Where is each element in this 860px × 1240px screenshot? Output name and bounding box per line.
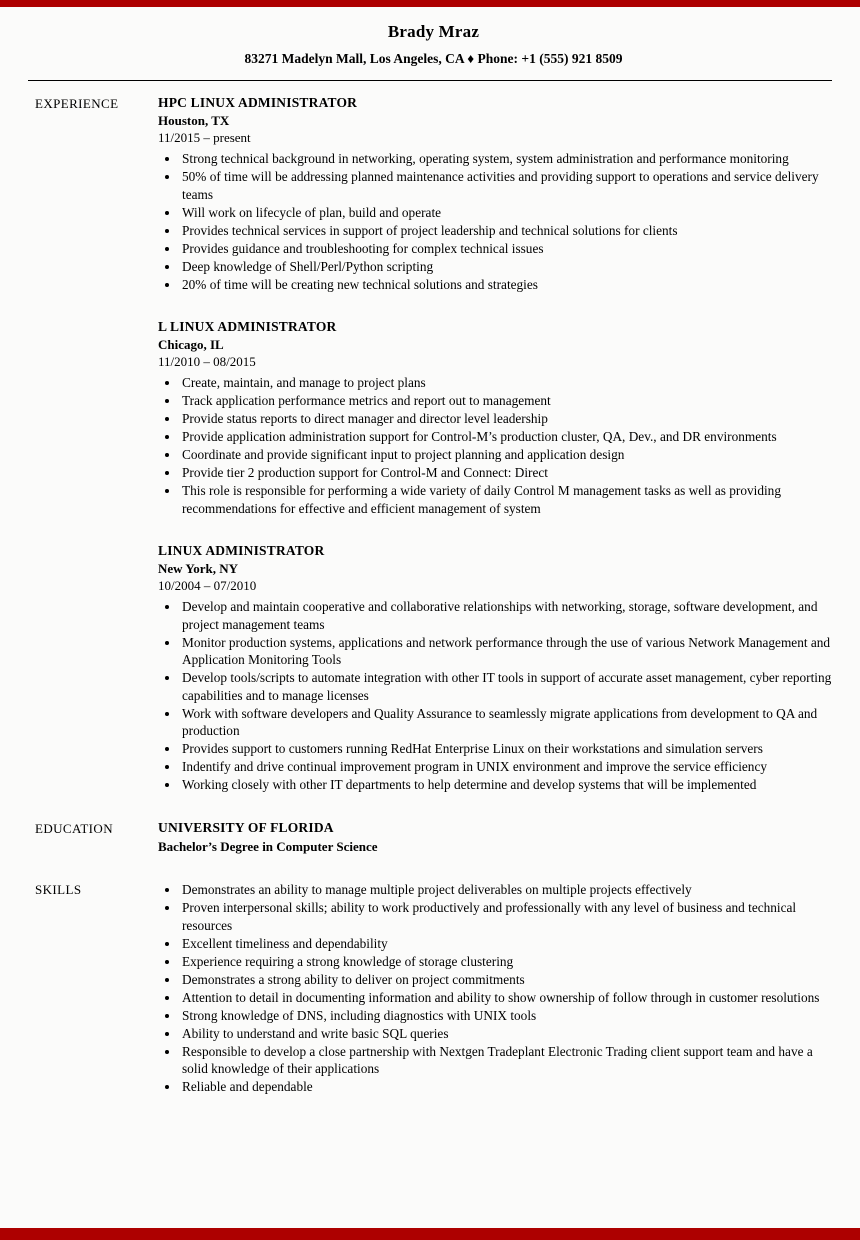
bullet: • 20% of time will be creating new technical solutions and strategies bbox=[180, 276, 832, 294]
job-title: HPC LINUX ADMINISTRATOR bbox=[158, 95, 358, 110]
bullet: • Work with software developers and Quality Assurance to seamlessly migrate applications from development to QA and production bbox=[180, 705, 832, 740]
bullet: • This role is responsible for performing a wide variety of daily Control M management tasks as well as providing recommendations for effective and efficient management of system bbox=[180, 482, 832, 517]
bullet: • Working closely with other IT departments to help determine and develop systems that will be implemented bbox=[180, 776, 832, 794]
bullet: • Attention to detail in documenting information and ability to show ownership of follow through in customer resolutions bbox=[180, 989, 832, 1007]
candidate-name: Brady Mraz bbox=[387, 22, 480, 41]
skills-label: SKILLS bbox=[35, 882, 82, 897]
education-label: EDUCATION bbox=[35, 821, 113, 836]
bullet: • Demonstrates an ability to manage multiple project deliverables on multiple projects effectively bbox=[180, 881, 832, 899]
job-bullet-list bbox=[158, 598, 832, 794]
contact-line: 83271 Madelyn Mall, Los Angeles, CA ♦ Phone: +1 (555) 921 8509 bbox=[244, 51, 623, 66]
header-divider bbox=[28, 80, 832, 81]
skills-content bbox=[158, 881, 832, 1096]
job-entry bbox=[158, 95, 832, 293]
bullet: • Ability to understand and write basic SQL queries bbox=[180, 1025, 832, 1043]
bullet: • Strong knowledge of DNS, including diagnostics with UNIX tools bbox=[180, 1007, 832, 1025]
bottom-border-bar bbox=[0, 1228, 860, 1240]
bullet: • Will work on lifecycle of plan, build and operate bbox=[180, 204, 832, 222]
bullet: • 50% of time will be addressing planned maintenance activities and providing support to operations and service delivery teams bbox=[180, 168, 832, 203]
job-dates: 10/2004 – 07/2010 bbox=[158, 578, 257, 593]
job-dates: 11/2015 – present bbox=[158, 130, 251, 145]
job-entry bbox=[158, 543, 832, 794]
bullet: • Deep knowledge of Shell/Perl/Python scripting bbox=[180, 258, 832, 276]
bullet: • Create, maintain, and manage to project plans bbox=[180, 374, 832, 392]
education-section bbox=[35, 820, 832, 855]
top-border-bar bbox=[0, 0, 860, 7]
bullet: • Excellent timeliness and dependability bbox=[180, 935, 832, 953]
school-name: UNIVERSITY OF FLORIDA bbox=[158, 820, 334, 835]
bullet: • Responsible to develop a close partnership with Nextgen Tradeplant Electronic Trading client support team and have a solid knowledge of their applications bbox=[180, 1043, 832, 1078]
bullet: • Indentify and drive continual improvement program in UNIX environment and improve the service efficiency bbox=[180, 758, 832, 776]
bullet: • Provide status reports to direct manager and director level leadership bbox=[180, 410, 832, 428]
bullet: • Strong technical background in networking, operating system, system administration and performance monitoring bbox=[180, 150, 832, 168]
job-dates: 11/2010 – 08/2015 bbox=[158, 354, 256, 369]
job-location: New York, NY bbox=[158, 561, 239, 576]
bullet: • Develop and maintain cooperative and collaborative relationships with networking, storage, software development, and project management teams bbox=[180, 598, 832, 633]
experience-section bbox=[35, 95, 832, 794]
bullet: • Provides support to customers running RedHat Enterprise Linux on their workstations and simulation servers bbox=[180, 740, 832, 758]
bullet: • Provide application administration support for Control-M’s production cluster, QA, Dev., and DR environments bbox=[180, 428, 832, 446]
bullet: • Provides guidance and troubleshooting for complex technical issues bbox=[180, 240, 832, 258]
bullet: • Monitor production systems, applications and network performance through the use of various Network Management and Application Monitoring Tools bbox=[180, 634, 832, 669]
job-title: LINUX ADMINISTRATOR bbox=[158, 543, 325, 558]
resume-header bbox=[35, 22, 832, 67]
bullet: • Reliable and dependable bbox=[180, 1078, 832, 1096]
degree-name: Bachelor’s Degree in Computer Science bbox=[158, 839, 378, 854]
job-title: L LINUX ADMINISTRATOR bbox=[158, 319, 337, 334]
job-location: Chicago, IL bbox=[158, 337, 224, 352]
bullet: • Coordinate and provide significant input to project planning and application design bbox=[180, 446, 832, 464]
job-entry bbox=[158, 319, 832, 517]
bullet: • Track application performance metrics and report out to management bbox=[180, 392, 832, 410]
job-bullet-list bbox=[158, 150, 832, 293]
bullet: • Experience requiring a strong knowledge of storage clustering bbox=[180, 953, 832, 971]
bullet: • Provides technical services in support of project leadership and technical solutions for clients bbox=[180, 222, 832, 240]
bullet: • Develop tools/scripts to automate integration with other IT tools in support of accurate asset management, cyber reporting capabilities and to manage licenses bbox=[180, 669, 832, 704]
bullet: • Provide tier 2 production support for Control-M and Connect: Direct bbox=[180, 464, 832, 482]
job-bullet-list bbox=[158, 374, 832, 517]
education-content bbox=[158, 820, 832, 855]
experience-label: EXPERIENCE bbox=[35, 96, 119, 111]
skills-bullet-list bbox=[158, 881, 832, 1096]
skills-section bbox=[35, 881, 832, 1096]
bullet: • Proven interpersonal skills; ability to work productively and professionally with any level of business and technical resources bbox=[180, 899, 832, 934]
bullet: • Demonstrates a strong ability to deliver on project commitments bbox=[180, 971, 832, 989]
job-location: Houston, TX bbox=[158, 113, 230, 128]
experience-content bbox=[158, 95, 832, 794]
